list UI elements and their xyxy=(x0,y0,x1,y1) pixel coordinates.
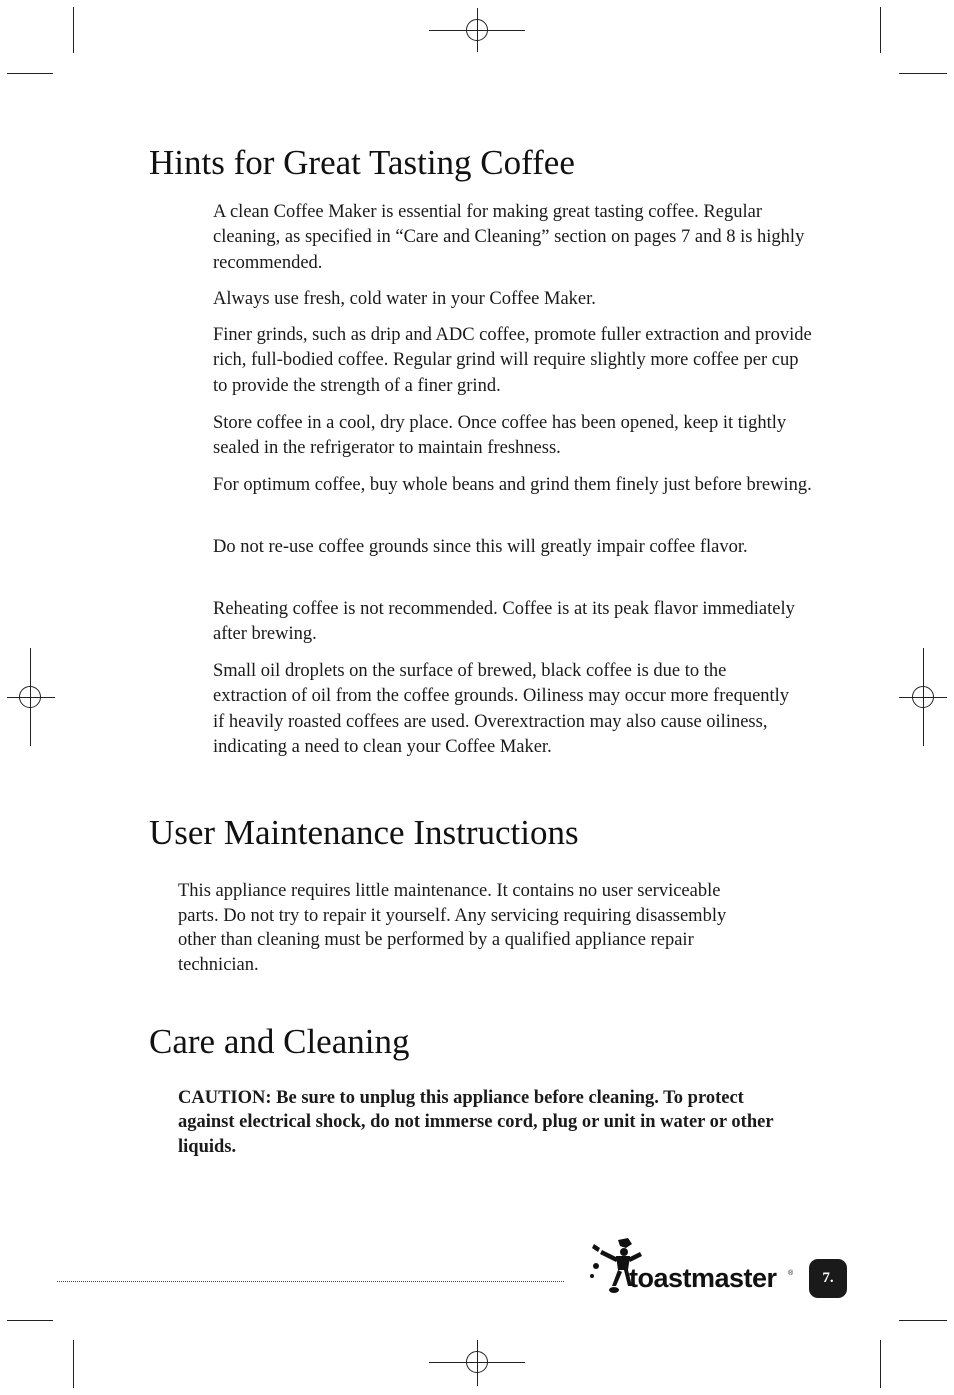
page-number-badge xyxy=(809,1259,847,1298)
hint-paragraph: Finer grinds, such as drip and ADC coffee, promote fuller extraction and provide rich, full-bodied coffee. Regular grind will require slightly more coffee per cup to provide the strength of a finer grind. xyxy=(213,325,812,396)
care-heading: Care and Cleaning xyxy=(149,1022,410,1061)
brand-logo: toastmaster xyxy=(629,1263,777,1293)
hint-paragraph: Store coffee in a cool, dry place. Once coffee has been opened, keep it tightly sealed in the refrigerator to maintain freshness. xyxy=(213,413,787,459)
footer-rule xyxy=(57,1281,564,1282)
hint-paragraph: Reheating coffee is not recommended. Coffee is at its peak flavor immediately after brewing. xyxy=(213,599,795,645)
caution-paragraph: CAUTION: Be sure to unplug this appliance before cleaning. To protect against electrical shock, do not immerse cord, plug or unit in water or other liquids. xyxy=(178,1088,774,1157)
hints-heading: Hints for Great Tasting Coffee xyxy=(149,143,575,182)
hint-paragraph: A clean Coffee Maker is essential for making great tasting coffee. Regular cleaning, as specified in “Care and Cleaning” section on pages 7 and 8 is highly recommended. xyxy=(213,202,805,273)
hint-paragraph: Do not re-use coffee grounds since this will greatly impair coffee flavor. xyxy=(213,537,748,557)
page-number: 7. xyxy=(822,1270,834,1286)
hint-paragraph: Always use fresh, cold water in your Coffee Maker. xyxy=(213,289,596,309)
hint-paragraph: For optimum coffee, buy whole beans and grind them finely just before brewing. xyxy=(213,475,812,495)
hint-paragraph: Small oil droplets on the surface of brewed, black coffee is due to the extraction of oil from the coffee grounds. Oiliness may occur more frequently if heavily roasted coffees are used. Overextraction may also cause oiliness, indicating a need to clean your Coffee Maker. xyxy=(213,661,790,757)
maintenance-heading: User Maintenance Instructions xyxy=(149,813,579,852)
maintenance-paragraph: This appliance requires little maintenance. It contains no user serviceable parts. Do not try to repair it yourself. Any servicing requiring disassembly other than cleaning must be performed by a qualified appliance repair technician. xyxy=(178,881,727,975)
registered-mark: ® xyxy=(788,1270,794,1277)
